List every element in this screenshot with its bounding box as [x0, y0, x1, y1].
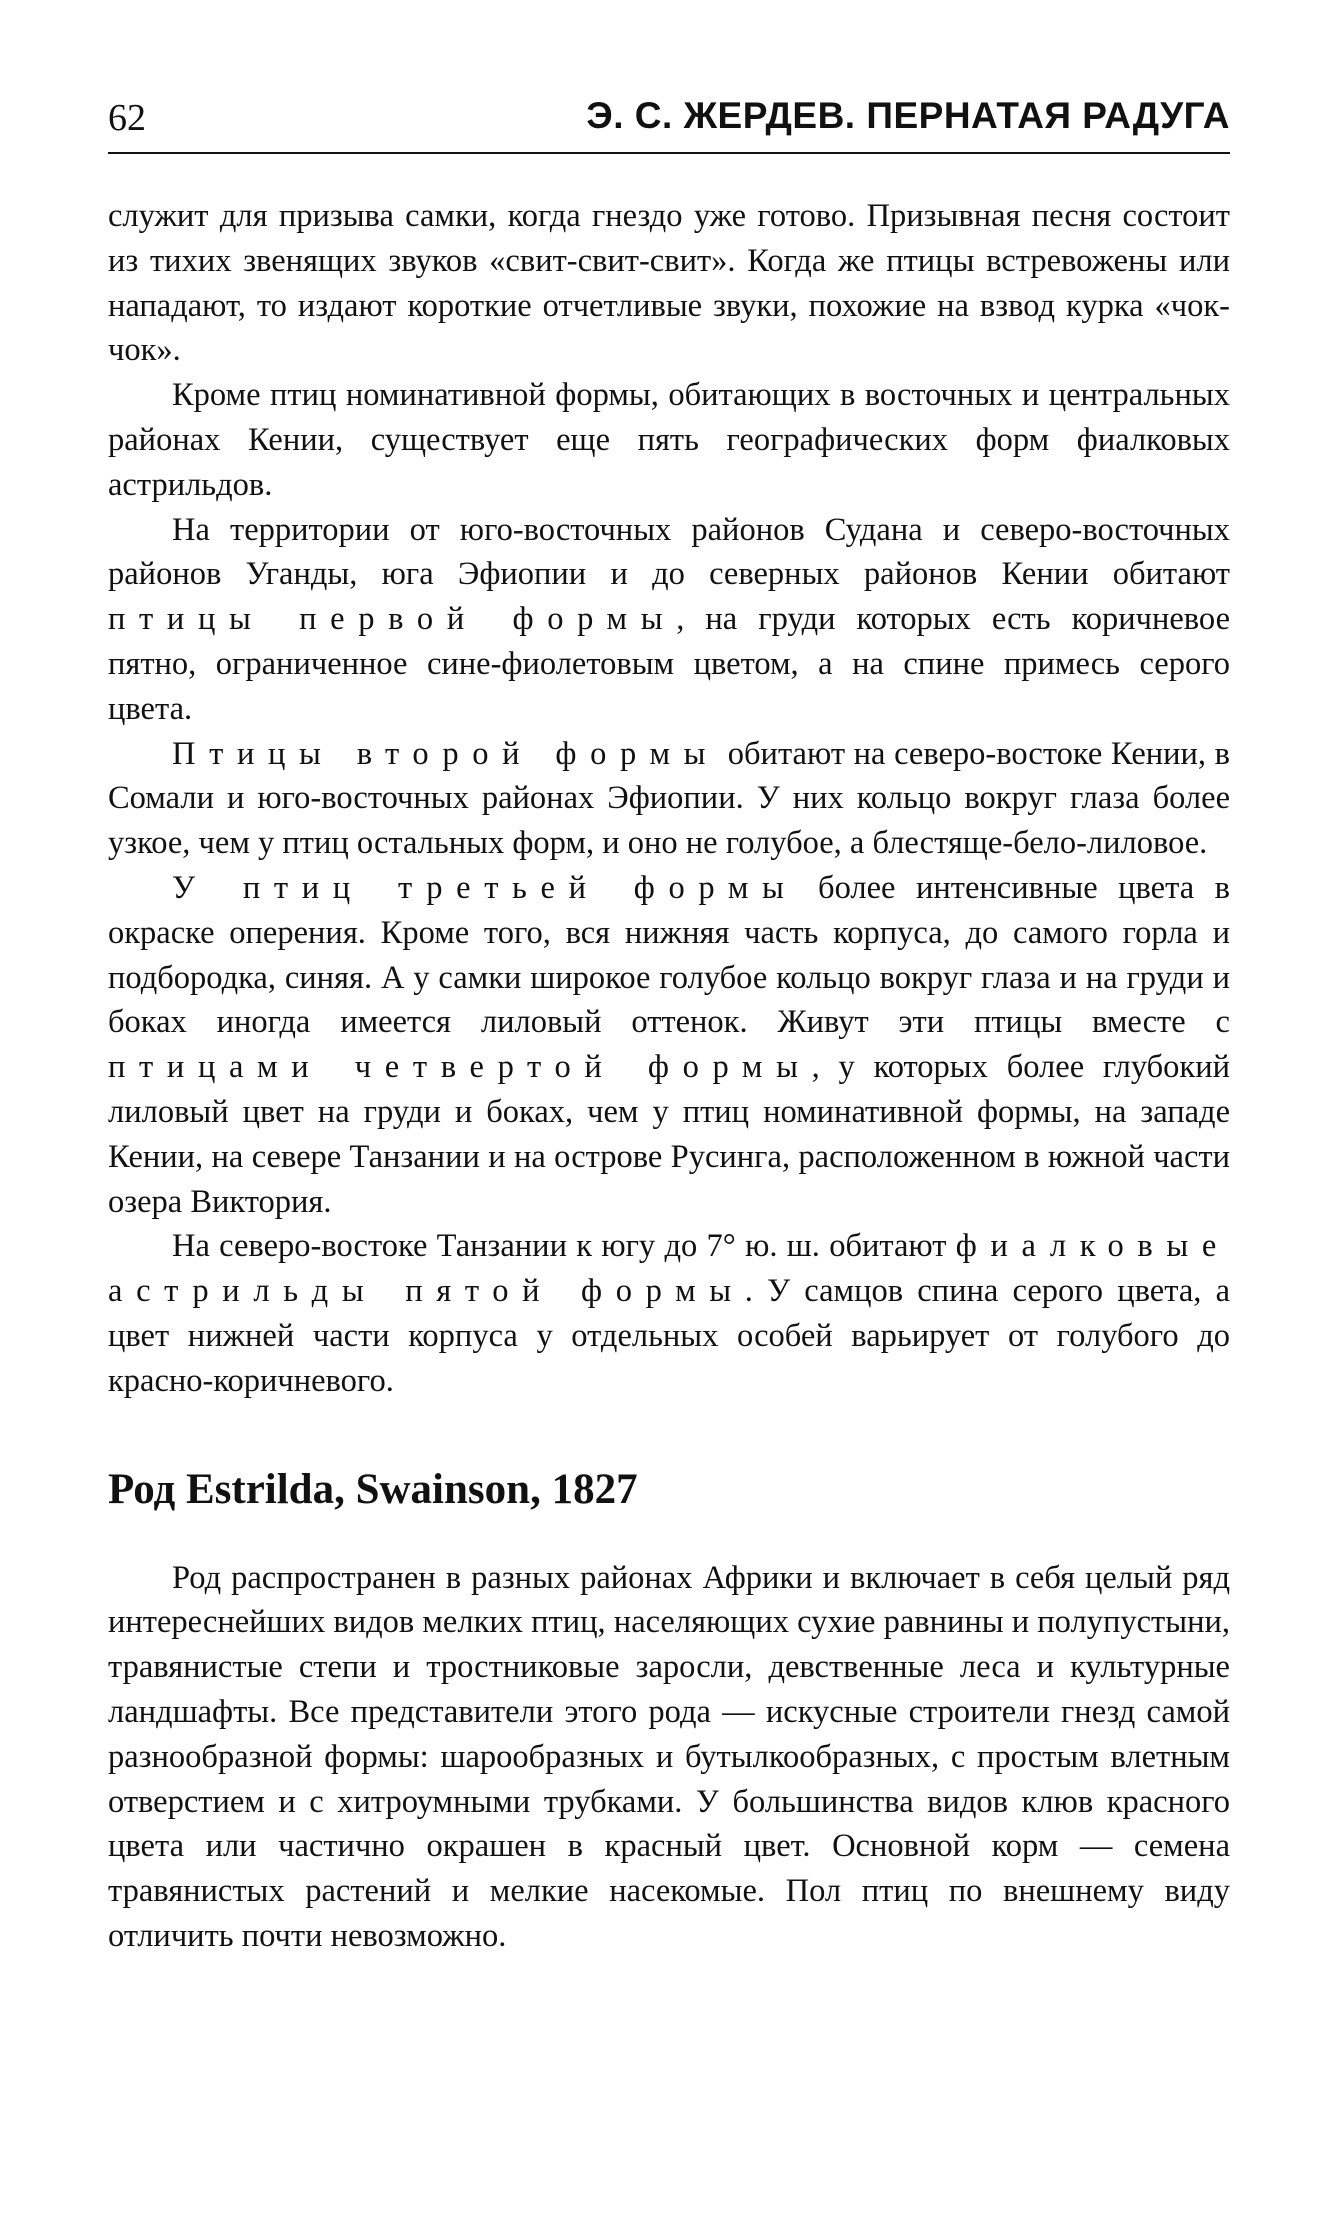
page-header: [108, 92, 1230, 154]
paragraph-text: более интенсивные цвета в окраске оперения. Кроме того, вся нижняя часть корпуса, до самого горла и подбородка, синяя. А у самки широкое голубое кольцо вокруг глаза и на груди и боках иногда имеется лиловый оттенок. Живут эти птицы вместе с: [108, 869, 1230, 1041]
spaced-emphasis: фиалковые астрильды пятой формы: [108, 1228, 1230, 1310]
paragraph-text: обитают на северо-востоке Кении, в Сомали и юго-восточных районах Эфиопии. У них кольцо вокруг глаза более узкое, чем у птиц остальных форм, и оно не голубое, а блестяще-бело-лиловое.: [108, 735, 1231, 862]
body-text: [108, 194, 1230, 1404]
spaced-emphasis: птицами четвертой формы: [108, 1049, 812, 1086]
spaced-emphasis: У птиц третьей формы: [172, 869, 798, 906]
paragraph-6: [108, 1224, 1230, 1403]
section-heading: Род Estrilda, Swainson, 1827: [108, 1465, 638, 1513]
paragraph-3: [108, 508, 1230, 732]
running-title: Э. С. ЖЕРДЕВ. ПЕРНАТАЯ РАДУГА: [586, 95, 1230, 136]
paragraph-2: [108, 373, 1230, 507]
paragraph-text: , у которых более глубокий лиловый цвет на груди и боках, чем у птиц номинативной формы, на западе Кении, на севере Танзании и на острове Русинга, расположенном в южной части озера Виктория.: [108, 1049, 1231, 1220]
book-page: [108, 92, 1230, 1959]
spaced-emphasis: Птицы второй формы: [172, 735, 720, 772]
paragraph-text: На территории от юго-восточных районов Судана и северо-восточных районов Уганды, юга Эфиопии и до северных районов Кении обитают: [108, 511, 1230, 593]
paragraph-1: [108, 194, 1230, 373]
section-text: [108, 1556, 1230, 1959]
paragraph-text: . У самцов спина серого цвета, а цвет нижней части корпуса у отдельных особей варьирует от голубого до красно-коричневого.: [108, 1273, 1230, 1399]
paragraph-4: [108, 732, 1230, 866]
paragraph-text: Кроме птиц номинативной формы, обитающих в восточных и центральных районах Кении, существует еще пять географических форм фиалковых астрильдов.: [108, 377, 1230, 503]
paragraph-text: служит для призыва самки, когда гнездо уже готово. Призывная песня состоит из тихих звенящих звуков «свит-свит-свит». Когда же птицы встревожены или нападают, то издают короткие отчетливые звуки, похожие на взвод курка «чок-чок».: [108, 198, 1230, 369]
paragraph-5: [108, 866, 1230, 1224]
spaced-emphasis: птицы первой формы: [108, 601, 677, 638]
paragraph-text: На северо-востоке Танзании к югу до 7° ю. ш. обитают: [172, 1228, 956, 1265]
page-number: 62: [108, 97, 146, 139]
section-paragraph: Род распространен в разных районах Африки и включает в себя целый ряд интереснейших видов мелких птиц, населяющих сухие равнины и полупустыни, травянистые степи и тростниковые заросли, девственные леса и культурные ландшафты. Все представители этого рода — искусные строители гнезд самой разнообразной формы: шарообразных и бутылкообразных, с простым влетным отверстием и с хитроумными трубками. У большинства видов клюв красного цвета или частично окрашен в красный цвет. Основной корм — семена травянистых растений и мелкие насекомые. Пол птиц по внешнему виду отличить почти невозможно.: [108, 1559, 1230, 1954]
paragraph-text: , на груди которых есть коричневое пятно, ограниченное сине-фиолетовым цветом, а на спине примесь серого цвета.: [108, 601, 1230, 727]
